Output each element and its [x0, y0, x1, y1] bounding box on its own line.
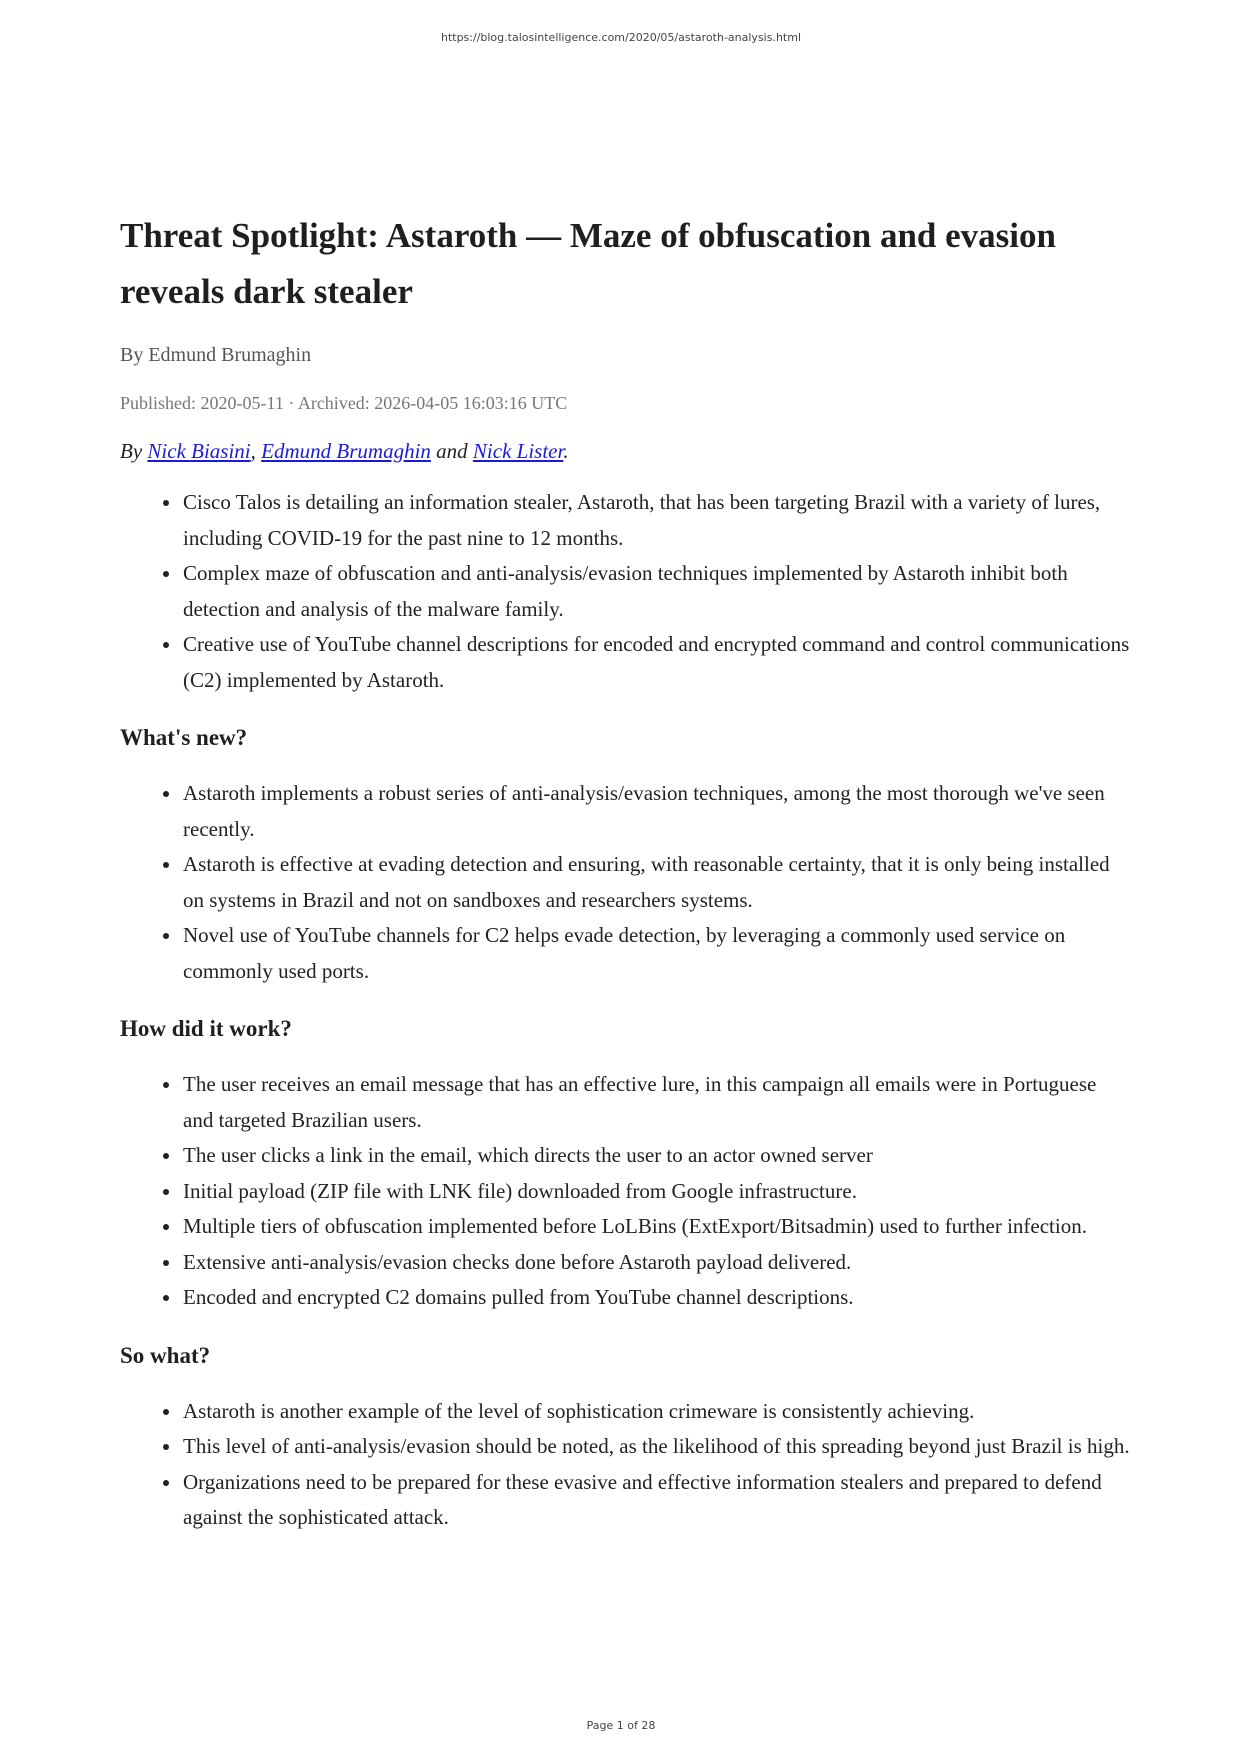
authors-prefix: By: [120, 439, 148, 463]
bullet-dot-icon: [163, 933, 169, 939]
bullet-dot-icon: [163, 1480, 169, 1486]
article-byline: By Edmund Brumaghin: [120, 344, 312, 366]
author-link-nick-biasini[interactable]: Nick Biasini: [147, 439, 251, 463]
whats-new-bullet-list: [120, 776, 1130, 989]
authors-separator: and: [430, 439, 473, 463]
list-item: Astaroth is effective at evading detection and ensuring, with reasonable certainty, that it is only being installed on systems in Brazil and not on sandboxes and researchers systems.: [183, 847, 1130, 918]
list-item: Astaroth is another example of the level of sophistication crimeware is consistently achieving.: [183, 1394, 1130, 1430]
intro-bullet-list: [120, 485, 1130, 698]
bullet-dot-icon: [163, 1409, 169, 1415]
list-item: Complex maze of obfuscation and anti-analysis/evasion techniques implemented by Astaroth inhibit both detection and analysis of the malware family.: [183, 556, 1130, 627]
so-what-bullet-list: [120, 1394, 1130, 1536]
list-item: Astaroth implements a robust series of anti-analysis/evasion techniques, among the most thorough we've seen recently.: [183, 776, 1130, 847]
bullet-dot-icon: [163, 1189, 169, 1195]
bullet-dot-icon: [163, 1295, 169, 1301]
list-item: The user receives an email message that has an effective lure, in this campaign all emails were in Portuguese and targeted Brazilian users.: [183, 1067, 1130, 1138]
author-link-nick-lister[interactable]: Nick Lister: [472, 439, 564, 463]
list-item: This level of anti-analysis/evasion should be noted, as the likelihood of this spreading beyond just Brazil is high.: [183, 1429, 1130, 1465]
list-item: Novel use of YouTube channels for C2 helps evade detection, by leveraging a commonly used service on commonly used ports.: [183, 918, 1130, 989]
how-did-it-work-bullet-list: [120, 1067, 1130, 1316]
article-title: Threat Spotlight: Astaroth — Maze of obfuscation and evasion reveals dark stealer: [120, 216, 1056, 311]
authors-line: [120, 437, 1130, 465]
page-number-footer: Page 1 of 28: [586, 1719, 656, 1732]
bullet-dot-icon: [163, 1260, 169, 1266]
list-item: Multiple tiers of obfuscation implemented before LoLBins (ExtExport/Bitsadmin) used to further infection.: [183, 1209, 1130, 1245]
bullet-dot-icon: [163, 862, 169, 868]
author-link-edmund-brumaghin[interactable]: Edmund Brumaghin: [261, 439, 431, 463]
list-item: Organizations need to be prepared for these evasive and effective information stealers and prepared to defend against the sophisticated attack.: [183, 1465, 1130, 1536]
bullet-dot-icon: [163, 1224, 169, 1230]
bullet-dot-icon: [163, 500, 169, 506]
article-body: [120, 208, 1130, 1560]
page-url-header: https://blog.talosintelligence.com/2020/05/astaroth-analysis.html: [440, 31, 802, 44]
list-item: Cisco Talos is detailing an information stealer, Astaroth, that has been targeting Brazil with a variety of lures, including COVID-19 for the past nine to 12 months.: [183, 485, 1130, 556]
section-heading-how-did-it-work: How did it work?: [120, 1016, 292, 1041]
authors-suffix: .: [563, 439, 569, 463]
bullet-dot-icon: [163, 1153, 169, 1159]
bullet-dot-icon: [163, 1082, 169, 1088]
list-item: Creative use of YouTube channel descriptions for encoded and encrypted command and control communications (C2) implemented by Astaroth.: [183, 627, 1130, 698]
section-heading-whats-new: What's new?: [120, 725, 248, 750]
list-item: Initial payload (ZIP file with LNK file) downloaded from Google infrastructure.: [183, 1174, 1130, 1210]
list-item: Encoded and encrypted C2 domains pulled from YouTube channel descriptions.: [183, 1280, 1130, 1316]
list-item: The user clicks a link in the email, which directs the user to an actor owned server: [183, 1138, 1130, 1174]
section-heading-so-what: So what?: [120, 1342, 211, 1368]
bullet-dot-icon: [163, 642, 169, 648]
authors-separator: ,: [250, 439, 262, 463]
bullet-dot-icon: [163, 791, 169, 797]
bullet-dot-icon: [163, 571, 169, 577]
bullet-dot-icon: [163, 1444, 169, 1450]
list-item: Extensive anti-analysis/evasion checks done before Astaroth payload delivered.: [183, 1245, 1130, 1281]
article-meta: Published: 2020-05-11 · Archived: 2026-04-05 16:03:16 UTC: [120, 393, 568, 413]
